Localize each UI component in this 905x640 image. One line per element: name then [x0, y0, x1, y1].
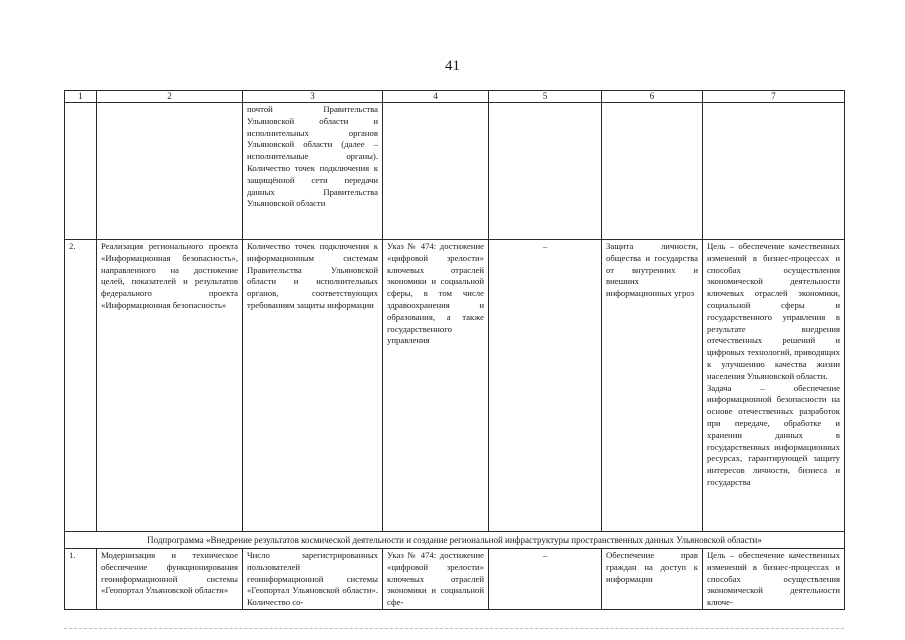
- objective-task-text: Задача – обеспечение информационной безопасности на основе отечественных разработок при передаче, обработке и хранении данных в государственных информационных ресурсах, гарантирующей защиту интересов личности, бизнеса и государства: [707, 382, 840, 487]
- decree-cell: Указ № 474: достижение «цифровой зрелости» ключевых отраслей экономики и социальной сферы, в том числе здравоохранения и образования, а также государственного управления: [383, 240, 489, 532]
- program-table: [64, 90, 845, 610]
- indicator-cell: Число зарегистрированных пользователей геоинформационной системы «Геопортал Ульяновской области». Количество со-: [243, 549, 383, 610]
- table-row-2: [65, 240, 845, 532]
- row-number: 1.: [65, 549, 97, 610]
- goal-cell: Защита личности, общества и государства от внутренних и внешних информационных угроз: [602, 240, 703, 532]
- event-name-cell: Реализация регионального проекта «Информационная безопасность», направленного на достижение целей, показателей и результатов федерального проекта «Информационная безопасность»: [97, 240, 243, 532]
- column-header-5: 5: [489, 91, 602, 103]
- empty-dash-cell: –: [489, 549, 602, 610]
- indicator-cell: Количество точек подключения к информационным системам Правительства Ульяновской области и исполнительных органов, соответствующих требованиям защиты информации: [243, 240, 383, 532]
- indicator-cell: почтой Правительства Ульяновской области и исполнительных органов Ульяновской области (далее – исполнительные органы). Количество точек подключения к защищённой сети передачи данных Правительства Ульяновской области: [243, 103, 383, 240]
- row-number: 2.: [65, 240, 97, 532]
- empty-dash-cell: –: [489, 240, 602, 532]
- event-name-cell: Модернизация и техническое обеспечение функционирования геоинформационной системы «Геопортал Ульяновской области»: [97, 549, 243, 610]
- column-header-2: 2: [97, 91, 243, 103]
- column-header-3: 3: [243, 91, 383, 103]
- column-number-row: [65, 91, 845, 103]
- objective-cell: Цель – обеспечение качественных изменений в бизнес-процессах и способах осуществления экономической деятельности ключе-: [703, 549, 845, 610]
- objective-goal-text: Цель – обеспечение качественных изменений в бизнес-процессах и способах осуществления экономической деятельности ключевых отраслей экономики, социальной сферы и государственного управления в результате внедрения отечественных решений и цифровых технологий, приводящих к улучшению качества жизни населения Ульяновской области.: [707, 241, 840, 381]
- goal-cell: Обеспечение прав граждан на доступ к информации: [602, 549, 703, 610]
- bottom-cut-line: [64, 628, 844, 629]
- subprogram-title: Подпрограмма «Внедрение результатов космической деятельности и создание региональной инфраструктуры пространственных данных Ульяновской области»: [65, 532, 845, 549]
- column-header-4: 4: [383, 91, 489, 103]
- column-header-6: 6: [602, 91, 703, 103]
- column-header-7: 7: [703, 91, 845, 103]
- column-header-1: 1: [65, 91, 97, 103]
- table-row-3: [65, 549, 845, 610]
- decree-cell: Указ № 474: достижение «цифровой зрелости» ключевых отраслей экономики и социальной сфе-: [383, 549, 489, 610]
- page-number: 41: [445, 58, 460, 74]
- table-row-continued: [65, 103, 845, 240]
- subprogram-row: [65, 532, 845, 549]
- objective-cell: [703, 240, 845, 532]
